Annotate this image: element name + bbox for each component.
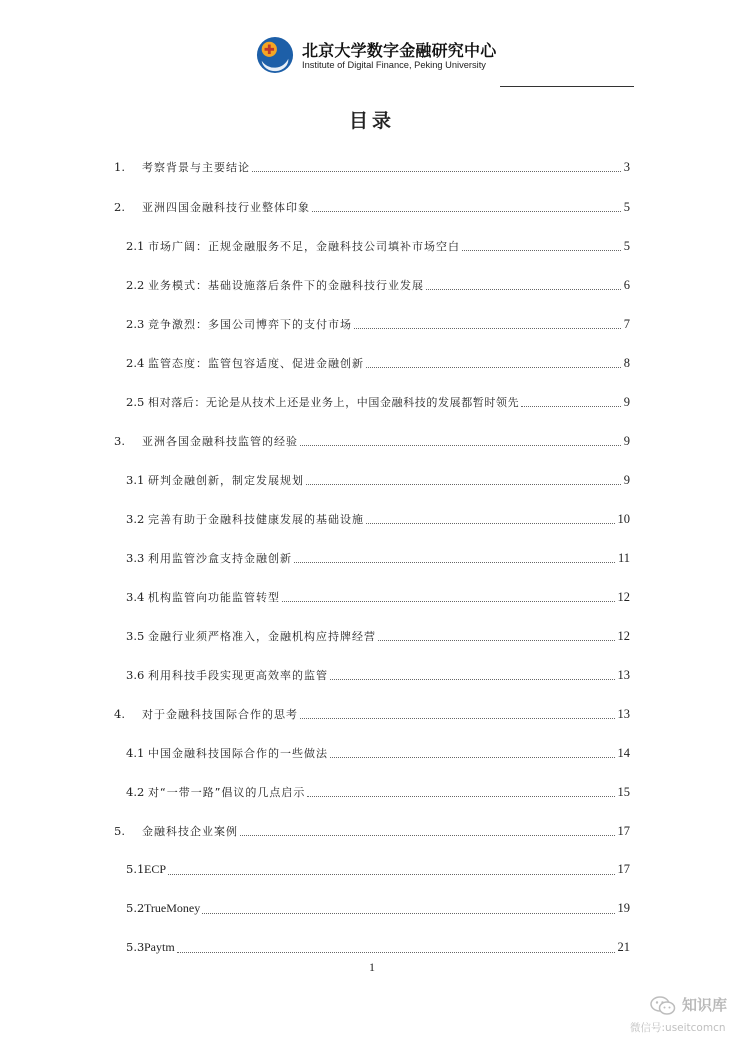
toc-entry-title: 市场广阔：正规金融服务不足，金融科技公司填补市场空白: [148, 240, 460, 253]
toc-entry-page: 17: [617, 862, 630, 876]
watermark-brand: 知识库: [682, 996, 728, 1014]
dot-leader: [312, 211, 621, 212]
org-name-cn: 北京大学数字金融研究中心: [302, 41, 497, 60]
dot-leader: [521, 406, 621, 407]
toc-entry-number: 4.2: [126, 785, 145, 799]
toc-entry[interactable]: [126, 238, 630, 256]
toc-entry-page: 13: [617, 668, 630, 682]
toc-entry-title: 金融行业须严格准入，金融机构应持牌经营: [148, 630, 376, 643]
toc-entry-title: 亚洲四国金融科技行业整体印象: [142, 201, 310, 214]
toc-entry-number: 2.4: [126, 356, 145, 370]
toc-entry-number: 2.2: [126, 278, 145, 292]
toc-entry-page: 14: [617, 746, 630, 760]
toc-entry-number: 4.: [114, 707, 125, 721]
toc-entry[interactable]: [126, 277, 630, 295]
toc-entry-title: 考察背景与主要结论: [142, 161, 250, 174]
toc-entry-page: 19: [617, 901, 630, 915]
dot-leader: [307, 796, 614, 797]
toc-entry[interactable]: [114, 823, 630, 841]
toc-entry-title: Paytm: [144, 940, 175, 954]
toc-entry-page: 12: [617, 590, 630, 604]
watermark-subtitle: 微信号:useitcomcn: [630, 1022, 726, 1034]
toc-entry-page: 17: [617, 824, 630, 838]
toc-entry[interactable]: [126, 472, 630, 490]
toc-entry[interactable]: [126, 550, 630, 568]
toc-entry[interactable]: [126, 784, 630, 802]
toc-entry-title: 利用监管沙盒支持金融创新: [148, 552, 292, 565]
toc-entry[interactable]: [114, 706, 630, 724]
toc-entry-number: 2.5: [126, 395, 145, 409]
toc-entry-title: 利用科技手段实现更高效率的监管: [148, 669, 328, 682]
toc-entry-number: 2.: [114, 200, 125, 214]
toc-entry-title: ECP: [144, 862, 167, 876]
toc-entry-number: 3.3: [126, 551, 145, 565]
toc-entry[interactable]: [114, 159, 630, 177]
toc-entry-number: 3.6: [126, 668, 145, 682]
toc-entry-number: 2.3: [126, 317, 145, 331]
toc-entry[interactable]: [114, 199, 630, 217]
dot-leader: [294, 562, 615, 563]
toc-entry-number: 1.: [114, 160, 125, 174]
toc-entry-page: 5: [623, 200, 630, 214]
toc-entry[interactable]: [126, 901, 630, 919]
dot-leader: [330, 757, 615, 758]
toc-entry-number: 3.4: [126, 590, 145, 604]
toc-entry[interactable]: [126, 589, 630, 607]
toc-entry-title: 对“一带一路”倡议的几点启示: [148, 786, 306, 799]
wechat-icon: [650, 996, 676, 1016]
toc-entry-page: 9: [623, 395, 630, 409]
dot-leader: [240, 835, 615, 836]
toc-entry-title: 竞争激烈：多国公司博弈下的支付市场: [148, 318, 352, 331]
dot-leader: [168, 874, 614, 875]
toc-entry-title: 亚洲各国金融科技监管的经验: [142, 435, 298, 448]
toc-entry-number: 3.2: [126, 512, 145, 526]
toc-entry[interactable]: [126, 940, 630, 958]
dot-leader: [366, 523, 615, 524]
dot-leader: [177, 952, 615, 953]
toc-entry[interactable]: [126, 745, 630, 763]
toc-entry-title: 业务模式：基础设施落后条件下的金融科技行业发展: [148, 279, 424, 292]
toc-entry-title: TrueMoney: [144, 901, 201, 915]
toc-entry[interactable]: [126, 628, 630, 646]
toc-entry-number: 2.1: [126, 239, 145, 253]
toc-entry-number: 5.3: [126, 940, 145, 954]
toc-entry-number: 3.: [114, 434, 125, 448]
toc-entry-page: 3: [623, 160, 630, 174]
toc-entry-number: 5.: [114, 824, 125, 838]
toc-entry-title: 对于金融科技国际合作的思考: [142, 708, 298, 721]
toc-entry-number: 5.2: [126, 901, 145, 915]
dot-leader: [366, 367, 621, 368]
toc-entry-page: 15: [617, 785, 630, 799]
dot-leader: [330, 679, 615, 680]
toc-entry-number: 5.1: [126, 862, 145, 876]
toc-entry-title: 完善有助于金融科技健康发展的基础设施: [148, 513, 364, 526]
dot-leader: [462, 250, 621, 251]
toc-entry[interactable]: [126, 667, 630, 685]
toc-entry-page: 11: [617, 551, 630, 565]
toc-entry[interactable]: [126, 316, 630, 334]
page-number: 1: [369, 960, 375, 974]
toc-entry-page: 9: [623, 473, 630, 487]
toc-entry[interactable]: [126, 394, 630, 412]
org-name-en: Institute of Digital Finance, Peking University: [302, 60, 486, 70]
toc-entry[interactable]: [126, 355, 630, 373]
toc-title: 目录: [348, 110, 395, 132]
toc-entry[interactable]: [114, 433, 630, 451]
toc-entry-title: 金融科技企业案例: [142, 825, 238, 838]
toc-entry-page: 5: [623, 239, 630, 253]
toc-entry-page: 13: [617, 707, 630, 721]
toc-entry[interactable]: [126, 862, 630, 880]
toc-entry-number: 4.1: [126, 746, 145, 760]
watermark: [630, 994, 740, 1042]
toc-entry-title: 监管态度：监管包容适度、促进金融创新: [148, 357, 364, 370]
dot-leader: [426, 289, 621, 290]
toc-entry-title: 研判金融创新，制定发展规划: [148, 474, 304, 487]
toc-entry-page: 9: [623, 434, 630, 448]
dot-leader: [282, 601, 615, 602]
dot-leader: [300, 718, 615, 719]
toc-entry-page: 12: [617, 629, 630, 643]
toc-entry-title: 中国金融科技国际合作的一些做法: [148, 747, 328, 760]
toc-entry-number: 3.1: [126, 473, 145, 487]
dot-leader: [354, 328, 621, 329]
toc-entry-page: 8: [623, 356, 630, 370]
toc-entry-page: 6: [623, 278, 630, 292]
dot-leader: [306, 484, 621, 485]
dot-leader: [378, 640, 615, 641]
toc-entry[interactable]: [126, 511, 630, 529]
dot-leader: [300, 445, 621, 446]
toc-entry-title: 相对落后：无论是从技术上还是业务上，中国金融科技的发展都暂时领先: [148, 396, 520, 409]
toc-entry-number: 3.5: [126, 629, 145, 643]
dot-leader: [252, 171, 621, 172]
toc-entry-title: 机构监管向功能监管转型: [148, 591, 280, 604]
dot-leader: [202, 913, 614, 914]
toc-entry-page: 10: [617, 512, 630, 526]
toc-entry-page: 7: [623, 317, 630, 331]
toc-entry-page: 21: [617, 940, 630, 954]
